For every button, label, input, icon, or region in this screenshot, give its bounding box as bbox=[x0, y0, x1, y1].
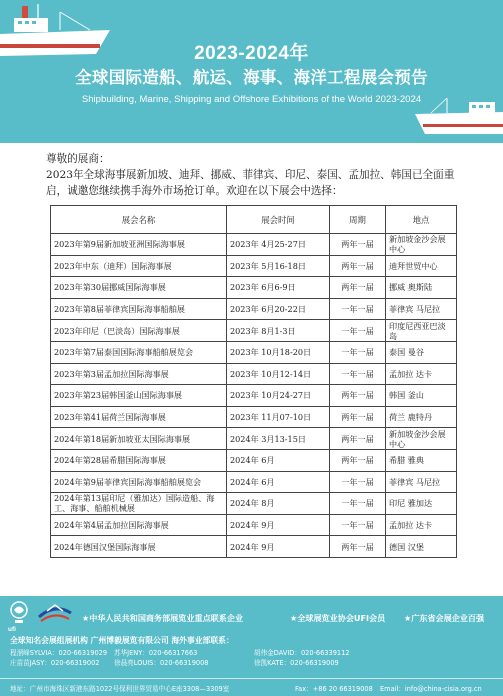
intro-body-text: 2023年全球海事展新加坡、迪拜、挪威、菲律宾、印尼、泰国、孟加拉、韩国已全面重启，诚邀您继续携手海外市场抢订单。欢迎在以下展会中选择： bbox=[46, 169, 455, 197]
contact-row bbox=[10, 659, 500, 669]
cell-cycle: 一年一届 bbox=[330, 320, 386, 342]
table-row bbox=[51, 428, 457, 450]
cell-cycle: 一年一届 bbox=[330, 471, 386, 493]
cell-name: 2023年第7届泰国国际海事船舶展览会 bbox=[51, 341, 227, 363]
honor-guangdong: ★广东省会展企业百强 bbox=[404, 613, 485, 623]
contact-item: 苏华JENY：020-66317663 bbox=[114, 649, 198, 657]
table-row bbox=[51, 277, 457, 299]
cell-date: 2023年 10月24-27日 bbox=[227, 385, 330, 407]
table-row bbox=[51, 493, 457, 515]
cell-name: 2024年德国汉堡国际海事展 bbox=[51, 536, 227, 558]
fax-text: Fax：+86 20 66319008 bbox=[295, 685, 373, 693]
organizer-title: 全球知名会展组展机构 广州博毅展览有限公司 海外事业部联系： bbox=[10, 636, 234, 645]
title-year: 2023-2024年 bbox=[194, 43, 309, 64]
cell-date: 2024年 6月 bbox=[227, 471, 330, 493]
cell-name: 2023年第3届孟加拉国际海事展 bbox=[51, 363, 227, 385]
cell-date: 2023年 10月18-20日 bbox=[227, 341, 330, 363]
cell-name: 2024年第9届菲律宾国际海事船舶展览会 bbox=[51, 471, 227, 493]
cell-location: 希腊 雅典 bbox=[386, 449, 457, 471]
cell-location: 新加坡金沙会展中心 bbox=[386, 428, 457, 450]
cell-cycle: 两年一届 bbox=[330, 277, 386, 299]
header-banner bbox=[0, 0, 503, 143]
table-row bbox=[51, 255, 457, 277]
cell-location: 荷兰 鹿特丹 bbox=[386, 406, 457, 428]
table-row bbox=[51, 449, 457, 471]
contact-list bbox=[10, 649, 500, 668]
exhibition-table bbox=[50, 205, 457, 558]
cisia-logo-icon bbox=[37, 601, 73, 625]
ufi-label: ufi bbox=[8, 626, 16, 633]
greeting-text: 尊敬的展商： bbox=[46, 153, 110, 165]
table-row bbox=[51, 406, 457, 428]
cell-location: 菲律宾 马尼拉 bbox=[386, 471, 457, 493]
cell-date: 2023年 10月12-14日 bbox=[227, 363, 330, 385]
table-row bbox=[51, 363, 457, 385]
cell-location: 孟加拉 达卡 bbox=[386, 363, 457, 385]
table-row bbox=[51, 536, 457, 558]
cell-cycle: 两年一届 bbox=[330, 385, 386, 407]
honor-ufi: ★全球展览业协会UFI会员 bbox=[290, 613, 386, 623]
cell-date: 2023年 6月20-22日 bbox=[227, 298, 330, 320]
email-link[interactable]: Email：info@china-cisia.org.cn bbox=[380, 685, 482, 693]
cell-location: 菲律宾 马尼拉 bbox=[386, 298, 457, 320]
cell-date: 2023年 5月16-18日 bbox=[227, 255, 330, 277]
cell-cycle: 一年一届 bbox=[330, 298, 386, 320]
cell-location: 韩国 釜山 bbox=[386, 385, 457, 407]
header-date: 展会时间 bbox=[227, 206, 330, 234]
cell-name: 2023年第30届挪威国际海事展 bbox=[51, 277, 227, 299]
contact-item: 徐凯KATE：020-66319009 bbox=[254, 658, 339, 667]
cell-location: 印度尼西亚巴淡岛 bbox=[386, 320, 457, 342]
contact-item: 徐晨亮LOUIS：020-66319008 bbox=[114, 658, 209, 667]
table-row bbox=[51, 385, 457, 407]
table-row bbox=[51, 471, 457, 493]
cell-cycle: 两年一届 bbox=[330, 449, 386, 471]
cell-location: 德国 汉堡 bbox=[386, 536, 457, 558]
cell-cycle: 一年一届 bbox=[330, 514, 386, 536]
cell-name: 2024年第28届希腊国际海事展 bbox=[51, 449, 227, 471]
address-bar bbox=[0, 678, 503, 696]
title-chinese: 全球国际造船、航运、海事、海洋工程展会预告 bbox=[75, 68, 428, 87]
cell-name: 2024年第18届新加坡亚太国际海事展 bbox=[51, 428, 227, 450]
cell-name: 2023年中东（迪拜）国际海事展 bbox=[51, 255, 227, 277]
header-cycle: 周期 bbox=[330, 206, 386, 234]
intro-paragraph bbox=[46, 151, 466, 199]
cell-location: 新加坡金沙会展中心 bbox=[386, 234, 457, 256]
cell-location: 迪拜世贸中心 bbox=[386, 255, 457, 277]
cell-cycle: 两年一届 bbox=[330, 536, 386, 558]
cell-location: 泰国 曼谷 bbox=[386, 341, 457, 363]
cell-date: 2023年 4月25-27日 bbox=[227, 234, 330, 256]
cell-date: 2024年 9月 bbox=[227, 514, 330, 536]
exhibition-table-wrap bbox=[50, 205, 456, 558]
title-english: Shipbuilding, Marine, Shipping and Offshore Exhibitions of the World 2023-2024 bbox=[81, 94, 422, 105]
header-location: 地点 bbox=[386, 206, 457, 234]
cell-name: 2023年印尼（巴淡岛）国际海事展 bbox=[51, 320, 227, 342]
cell-name: 2024年第4届孟加拉国际海事展 bbox=[51, 514, 227, 536]
cell-cycle: 一年一届 bbox=[330, 493, 386, 515]
cell-date: 2023年 6月6-9日 bbox=[227, 277, 330, 299]
cell-location: 印尼 雅加达 bbox=[386, 493, 457, 515]
cell-date: 2024年 6月 bbox=[227, 449, 330, 471]
cell-name: 2023年第8届菲律宾国际海事船舶展 bbox=[51, 298, 227, 320]
cell-date: 2024年 9月 bbox=[227, 536, 330, 558]
cell-cycle: 一年一届 bbox=[330, 341, 386, 363]
cell-cycle: 一年一届 bbox=[330, 363, 386, 385]
contact-row bbox=[10, 649, 500, 659]
cell-location: 挪威 奥斯陆 bbox=[386, 277, 457, 299]
cell-name: 2023年第41届荷兰国际海事展 bbox=[51, 406, 227, 428]
cell-name: 2023年第23届韩国釜山国际海事展 bbox=[51, 385, 227, 407]
cell-date: 2024年 8月 bbox=[227, 493, 330, 515]
cell-cycle: 两年一届 bbox=[330, 428, 386, 450]
ufi-logo-icon bbox=[8, 601, 30, 625]
table-row bbox=[51, 298, 457, 320]
cell-location: 孟加拉 达卡 bbox=[386, 514, 457, 536]
table-row bbox=[51, 514, 457, 536]
table-row bbox=[51, 341, 457, 363]
cell-cycle: 两年一届 bbox=[330, 406, 386, 428]
honors-line bbox=[82, 613, 503, 627]
cell-date: 2024年 3月13-15日 bbox=[227, 428, 330, 450]
contact-item: 庄苗苗JASY：020-66319002 bbox=[10, 658, 100, 667]
header-name: 展会名称 bbox=[51, 206, 227, 234]
cell-date: 2023年 8月1-3日 bbox=[227, 320, 330, 342]
table-row bbox=[51, 320, 457, 342]
address-text: 地址：广州市海珠区新港东路1022号保利世界贸易中心E座3308—3309室 bbox=[10, 685, 230, 693]
honor-mofcom: ★中华人民共和国商务部展览业重点联系企业 bbox=[82, 613, 244, 623]
cell-cycle: 两年一届 bbox=[330, 234, 386, 256]
contact-item: 程溜峰SYLVIA：020-66319029 bbox=[10, 649, 108, 657]
cell-name: 2024年第13届印尼（雅加达）国际造船、海工、海事、船舶机械展 bbox=[51, 493, 227, 515]
cell-date: 2023年 11月07-10日 bbox=[227, 406, 330, 428]
contact-item: 胡伟金DAVID：020-66339112 bbox=[254, 649, 350, 657]
table-row bbox=[51, 234, 457, 256]
ship-right-icon bbox=[411, 96, 503, 138]
cell-cycle: 两年一届 bbox=[330, 255, 386, 277]
table-header-row bbox=[51, 206, 457, 234]
cell-name: 2023年第9届新加坡亚洲国际海事展 bbox=[51, 234, 227, 256]
